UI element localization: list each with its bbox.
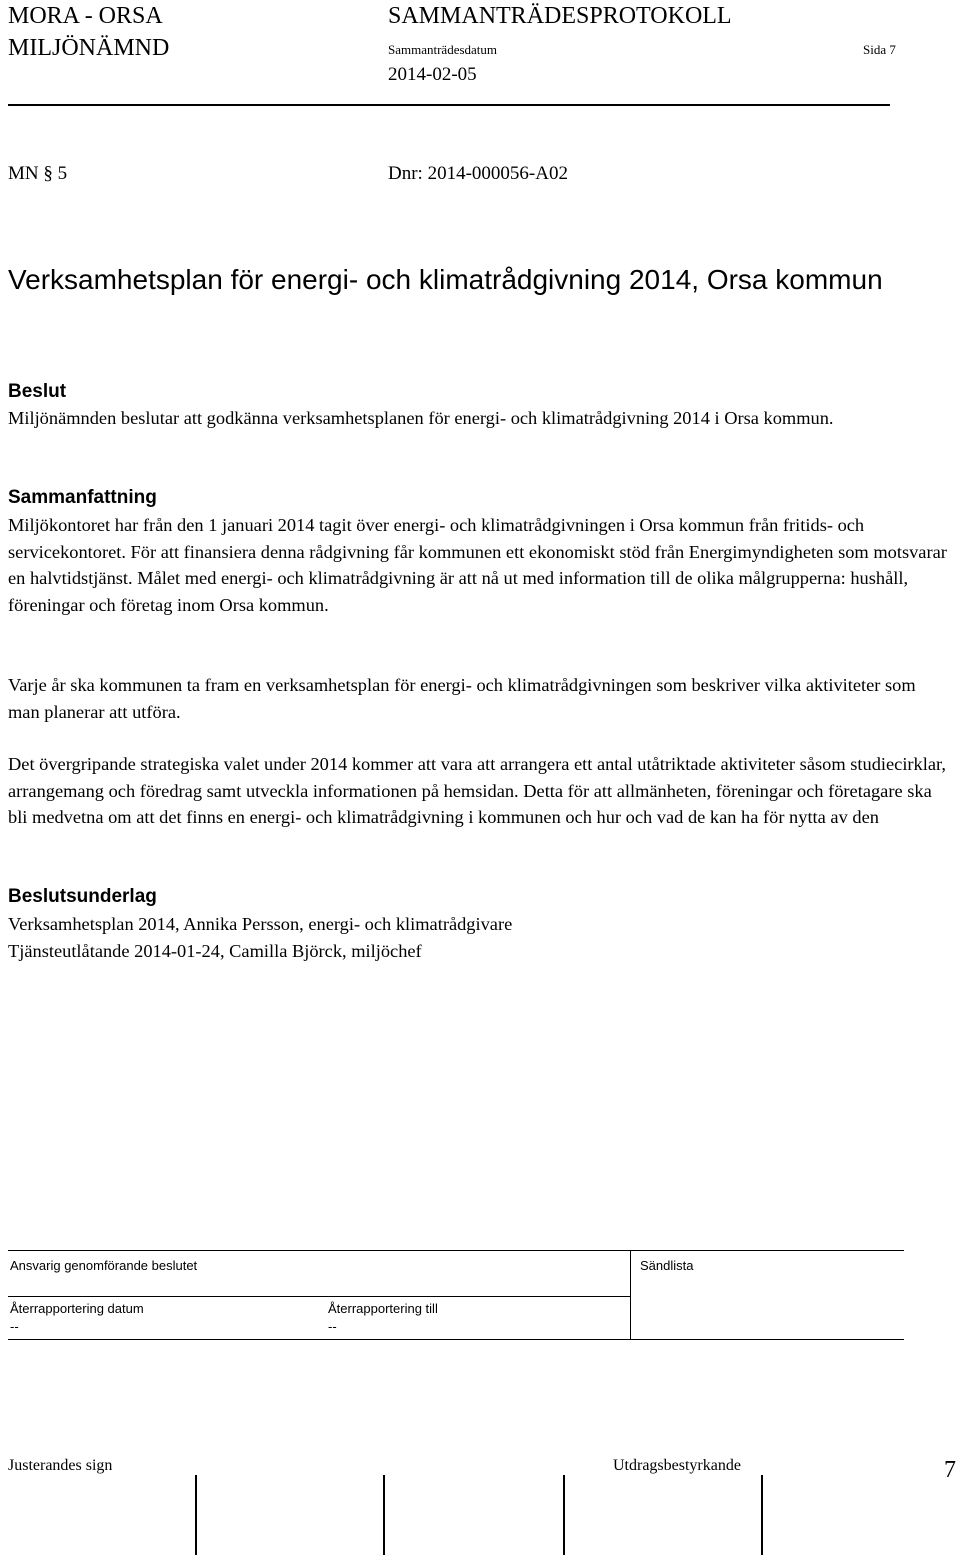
report-date-value: -- [10, 1319, 19, 1334]
org-name-line2: MILJÖNÄMND [8, 35, 170, 61]
summary-paragraph-2: Varje år ska kommunen ta fram en verksamhetsplan för energi- och klimatrådgivningen som beskriver vilka aktiviteter som man planerar att utföra. [8, 675, 916, 722]
report-date-label: Återrapportering datum [10, 1301, 144, 1316]
signature-line-1 [195, 1475, 197, 1555]
paragraph-number: MN § 5 [8, 163, 68, 184]
page-title: Verksamhetsplan för energi- och klimatrådgivning 2014, Orsa kommun [8, 264, 883, 295]
diary-number: Dnr: 2014-000056-A02 [388, 163, 568, 184]
org-name-line1: MORA - ORSA [8, 3, 163, 29]
table-mid-border [8, 1296, 630, 1297]
meeting-date-label: Sammanträdesdatum [388, 42, 498, 57]
signature-line-3 [563, 1475, 565, 1555]
summary-paragraph-3: Det övergripande strategiska valet under 2014 kommer att vara att arrangera ett antal utåtriktade aktiviteter såsom studiecirklar, arrangemang och föredrag samt utveckla informationen på hemsidan. Detta för att allmänheten, föreningar och företagare ska bli medvetna om att det finns en energi- och klimatrådgivning i kommunen och hur och vad de kan ha för nytta av den [8, 754, 947, 827]
decision-heading: Beslut [8, 381, 67, 402]
footer-page-number: 7 [944, 1457, 956, 1483]
sendlist-label: Sändlista [640, 1258, 694, 1273]
summary-heading: Sammanfattning [8, 487, 157, 508]
header-rule [8, 104, 890, 106]
decision-basis-item-2: Tjänsteutlåtande 2014-01-24, Camilla Björck, miljöchef [8, 941, 422, 961]
utdragsbestyrkande-label: Utdragsbestyrkande [613, 1457, 741, 1474]
document-type: SAMMANTRÄDESPROTOKOLL [388, 3, 732, 29]
meeting-date-value: 2014-02-05 [388, 64, 477, 85]
report-to-label: Återrapportering till [328, 1301, 438, 1316]
signature-line-4 [761, 1475, 763, 1555]
summary-paragraph-1: Miljökontoret har från den 1 januari 2014 tagit över energi- och klimatrådgivningen i Orsa kommun från fritids- och servicekontoret. För att finansiera denna rådgivning får kommunen ett ekonomiskt stöd från Energimyndigheten som motsvarar en halvtidstjänst. Målet med energi- och klimatrådgivning är att nå ut med information till de olika målgrupperna: hushåll, föreningar och företag inom Orsa kommun. [8, 515, 947, 615]
justerandes-sign-label: Justerandes sign [8, 1457, 113, 1474]
responsible-label: Ansvarig genomförande beslutet [10, 1258, 198, 1273]
decision-basis-item-1: Verksamhetsplan 2014, Annika Persson, energi- och klimatrådgivare [8, 914, 513, 934]
signature-line-2 [383, 1475, 385, 1555]
decision-basis-heading: Beslutsunderlag [8, 886, 157, 907]
report-to-value: -- [328, 1319, 337, 1334]
table-column-divider [630, 1250, 631, 1340]
page-label: Sida 7 [863, 42, 896, 57]
table-bottom-border [8, 1339, 904, 1340]
table-top-border [8, 1250, 904, 1251]
decision-text: Miljönämnden beslutar att godkänna verksamhetsplanen för energi- och klimatrådgivning 2014 i Orsa kommun. [8, 408, 834, 428]
